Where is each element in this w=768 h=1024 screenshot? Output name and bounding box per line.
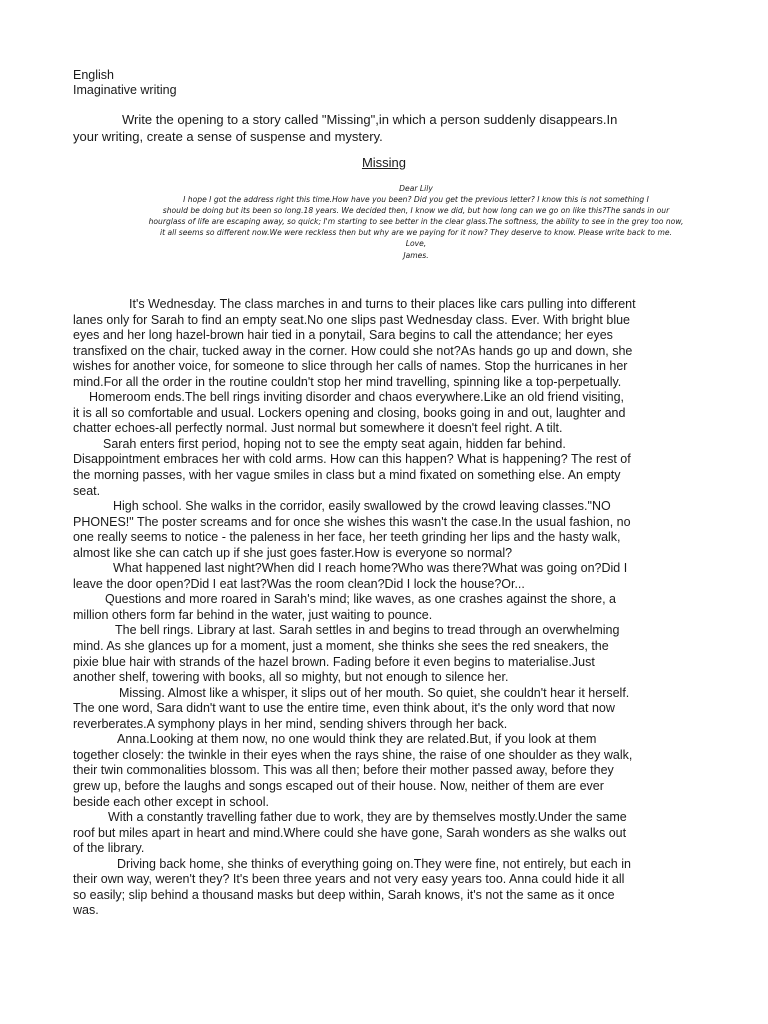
- story-line: eyes and her long hazel-brown hair tied in a ponytail, Sara begins to call the attendance; her eyes: [73, 328, 613, 343]
- story-line: Sarah enters first period, hoping not to see the empty seat again, hidden far behind.: [103, 436, 566, 451]
- story-title: Missing: [361, 155, 407, 170]
- story-line: Driving back home, she thinks of everything going on.They were fine, not entirely, but each in: [117, 856, 631, 871]
- task-line: your writing, create a sense of suspense and mystery.: [73, 129, 383, 144]
- letter-block: [140, 183, 692, 261]
- story-line: leave the door open?Did I eat last?Was the room clean?Did I lock the house?Or...: [73, 576, 525, 591]
- story-line: was.: [73, 903, 99, 918]
- letter-line: hourglass of life are escaping away, so quick; I'm starting to see better in the clear glass.The softness, the ability to see in the grey too now,: [148, 217, 684, 227]
- story-line: seat.: [73, 483, 101, 498]
- story-line: million others form far behind in the water, just waiting to pounce.: [73, 607, 433, 622]
- task-line: Write the opening to a story called "Missing",in which a person suddenly disappears.In: [122, 112, 618, 127]
- story-line: so easily; slip behind a thousand masks but deep within, Sarah knows, it's not the same as it once: [73, 887, 615, 902]
- letter-line: it all seems so different now.We were reckless then but why are we paying for it now? They deserve to know. Please write back to me.: [160, 228, 672, 238]
- story-line: The bell rings. Library at last. Sarah settles in and begins to tread through an overwhelming: [115, 623, 620, 638]
- letter-line: James.: [403, 250, 429, 260]
- story-line: almost like she can catch up if she just goes faster.How is everyone so normal?: [73, 545, 513, 560]
- story-line: What happened last night?When did I reach home?Who was there?What was going on?Did I: [113, 561, 628, 576]
- story-line: reverberates.A symphony plays in her mind, sending shivers through her back.: [73, 716, 508, 731]
- letter-line: I hope I got the address right this time.How have you been? Did you get the previous letter? I know this is not something I: [183, 195, 649, 205]
- story-line: Anna.Looking at them now, no one would think they are related.But, if you look at them: [117, 732, 597, 747]
- story-line: the morning passes, with her vague smiles in class but a mind fixated on something else. An empty: [73, 468, 621, 483]
- story-body: [73, 297, 698, 919]
- story-line: mind.For all the order in the routine couldn't stop her mind travelling, spinning like a top-perpetually.: [73, 374, 622, 389]
- letter-line: Dear Lily: [399, 184, 433, 193]
- story-line: another shelf, towering with books, all so mighty, but not enough to silence her.: [73, 670, 509, 685]
- story-line: Homeroom ends.The bell rings inviting disorder and chaos everywhere.Like an old friend visiting,: [89, 390, 624, 405]
- topic-heading: Imaginative writing: [73, 83, 177, 97]
- story-line: With a constantly travelling father due to work, they are by themselves mostly.Under the same: [108, 810, 627, 825]
- story-line: one really seems to notice - the paleness in her face, her teeth grinding her lips and the hasty walk,: [73, 530, 621, 545]
- story-line: The one word, Sara didn't want to use the entire time, even think about, it's the only word that now: [73, 701, 615, 716]
- subject-heading: English: [73, 68, 114, 82]
- story-line: It's Wednesday. The class marches in and turns to their places like cars pulling into different: [129, 297, 636, 311]
- story-line: their twin commonalities blossom. This was all then; before their mother passed away, before they: [73, 763, 614, 778]
- story-line: chatter echoes-all perfectly normal. Just normal but somewhere it doesn't feel right. A tilt.: [73, 421, 563, 436]
- story-line: transfixed on the chair, tucked away in the corner. How could she not?As hands go up and down, she: [73, 343, 633, 358]
- task-prompt: [73, 111, 685, 145]
- story-line: PHONES!" The poster screams and for once she wishes this wasn't the case.In the usual fashion, no: [73, 514, 631, 529]
- story-line: together closely: the twinkle in their eyes when the rays shine, the raise of one shoulder as they walk,: [73, 747, 633, 762]
- letter-line: Love,: [405, 239, 427, 249]
- story-line: lanes only for Sarah to find an empty seat.No one slips past Wednesday class. Ever. With bright blue: [73, 312, 631, 327]
- story-line: beside each other except in school.: [73, 794, 269, 809]
- story-line: pixie blue hair with strands of the hazel brown. Fading before it even begins to materialise.Just: [73, 654, 595, 669]
- story-line: of the library.: [73, 841, 145, 856]
- story-line: wishes for another voice, for someone to slice through her calls of names. Stop the hurricanes in her: [73, 359, 628, 374]
- story-line: Questions and more roared in Sarah's mind; like waves, as one crashes against the shore, a: [105, 592, 616, 607]
- story-line: Disappointment embraces her with cold arms. How can this happen? What is happening? The rest of: [73, 452, 631, 467]
- story-line: mind. As she glances up for a moment, just a moment, she thinks she sees the red sneakers, the: [73, 639, 609, 654]
- story-line: their own way, weren't they? It's been three years and not very easy years too. Anna could hide it all: [73, 872, 625, 887]
- story-line: Missing. Almost like a whisper, it slips out of her mouth. So quiet, she couldn't hear it herself.: [119, 685, 630, 700]
- story-line: High school. She walks in the corridor, easily swallowed by the crowd leaving classes."NO: [113, 499, 611, 514]
- story-line: roof but miles apart in heart and mind.Where could she have gone, Sarah wonders as she walks out: [73, 825, 627, 840]
- letter-line: should be doing but its been so long.18 years. We decided then, I know we did, but how long can we go on like this?The sands in our: [162, 206, 670, 216]
- story-line: it is all so comfortable and usual. Lockers opening and closing, books going in and out, laughter and: [73, 405, 626, 420]
- story-line: grew up, before the laughs and songs escaped out of their house. Now, neither of them are ever: [73, 778, 604, 793]
